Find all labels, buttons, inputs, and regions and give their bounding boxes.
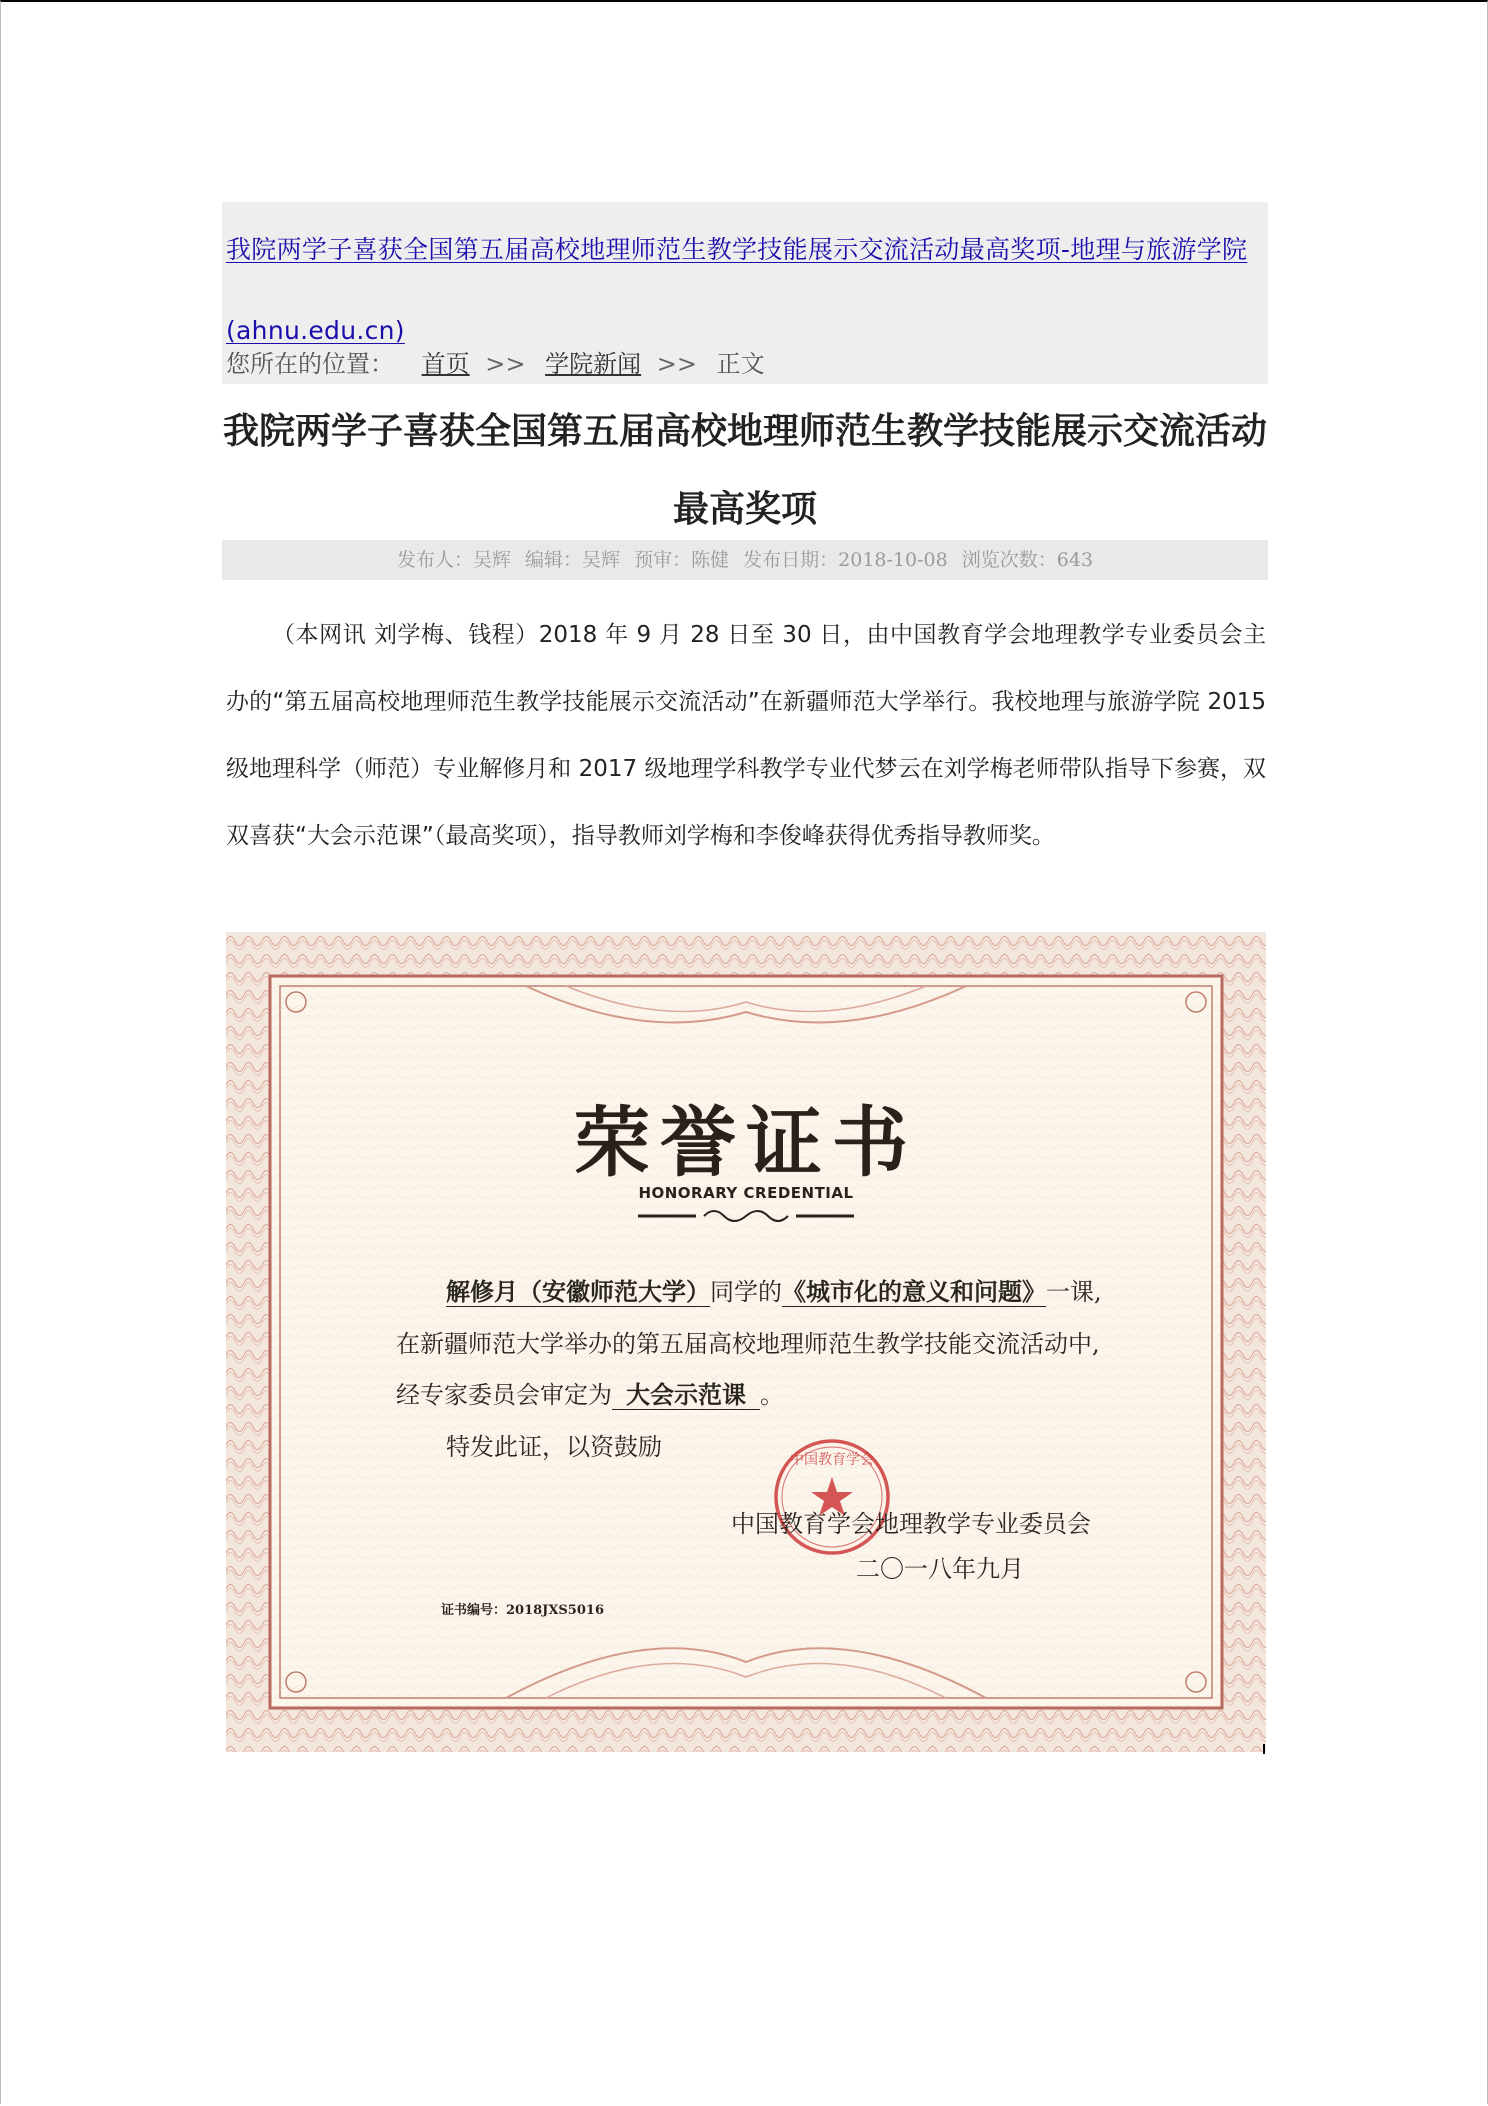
meta-views: 浏览次数：643 [961, 549, 1094, 571]
article-title: 我院两学子喜获全国第五届高校地理师范生教学技能展示交流活动最高奖项 [222, 410, 1267, 530]
page-mark [1263, 1744, 1265, 1754]
breadcrumb [226, 346, 765, 382]
certificate-image [226, 932, 1266, 1752]
breadcrumb-home-link[interactable]: 首页 [421, 350, 470, 378]
breadcrumb-current: 正文 [716, 350, 765, 378]
certificate-subtitle: HONORARY CREDENTIAL [638, 1184, 854, 1202]
document-page [1, 2, 1488, 2106]
article-body: （本网讯 刘学梅、钱程）2018 年 9 月 28 日至 30 日，由中国教育学会地理教学专业委员会主办的“第五届高校地理师范生教学技能展示交流活动”在新疆师范大学举行。我校地理与旅游学院 2015 级地理科学（师范）专业解修月和 2017 级地理学科教学专业代梦云在刘学梅老师带队指导下参赛，双双喜获“大会示范课”（最高奖项），指导教师刘学梅和李俊峰获得优秀指导教师奖。 [226, 622, 1266, 849]
certificate-award-prefix: 经专家委员会审定为 [396, 1381, 612, 1409]
meta-publisher: 发布人：吴辉 [396, 549, 511, 571]
breadcrumb-separator: >> [656, 350, 697, 378]
article-meta [222, 540, 1268, 580]
certificate-mid-text: 同学的 [710, 1278, 782, 1306]
certificate-award-suffix: 。 [760, 1381, 784, 1409]
meta-date: 发布日期：2018-10-08 [743, 549, 948, 571]
certificate-event-line: 在新疆师范大学举办的第五届高校地理师范生教学技能交流活动中, [396, 1330, 1100, 1358]
certificate-award: 大会示范课 [612, 1380, 760, 1410]
certificate-issuer: 中国教育学会地理教学专业委员会 [731, 1510, 1091, 1538]
source-page-link[interactable]: 我院两学子喜获全国第五届高校地理师范生教学技能展示交流活动最高奖项-地理与旅游学院 (ahnu.edu.cn) [226, 235, 1248, 345]
certificate-date: 二〇一八年九月 [856, 1555, 1024, 1583]
svg-text:中国教育学会: 中国教育学会 [790, 1452, 874, 1468]
breadcrumb-label: 您所在的位置： [226, 350, 394, 378]
meta-editor: 编辑：吴辉 [525, 549, 621, 571]
breadcrumb-news-link[interactable]: 学院新闻 [545, 350, 642, 378]
certificate-title: 荣誉证书 [574, 1098, 918, 1187]
meta-reviewer: 预审：陈健 [634, 549, 730, 571]
breadcrumb-separator: >> [485, 350, 526, 378]
certificate-number: 证书编号：2018JXS5016 [441, 1603, 604, 1618]
certificate-recipient-line [446, 1272, 1102, 1307]
certificate-student: 解修月（安徽师范大学） [446, 1277, 710, 1306]
certificate-end-text: 一课, [1046, 1278, 1102, 1306]
certificate-lesson: 《城市化的意义和问题》 [782, 1277, 1046, 1306]
certificate-closing-line: 特发此证，以资鼓励 [446, 1433, 662, 1461]
certificate-award-line [396, 1375, 784, 1410]
